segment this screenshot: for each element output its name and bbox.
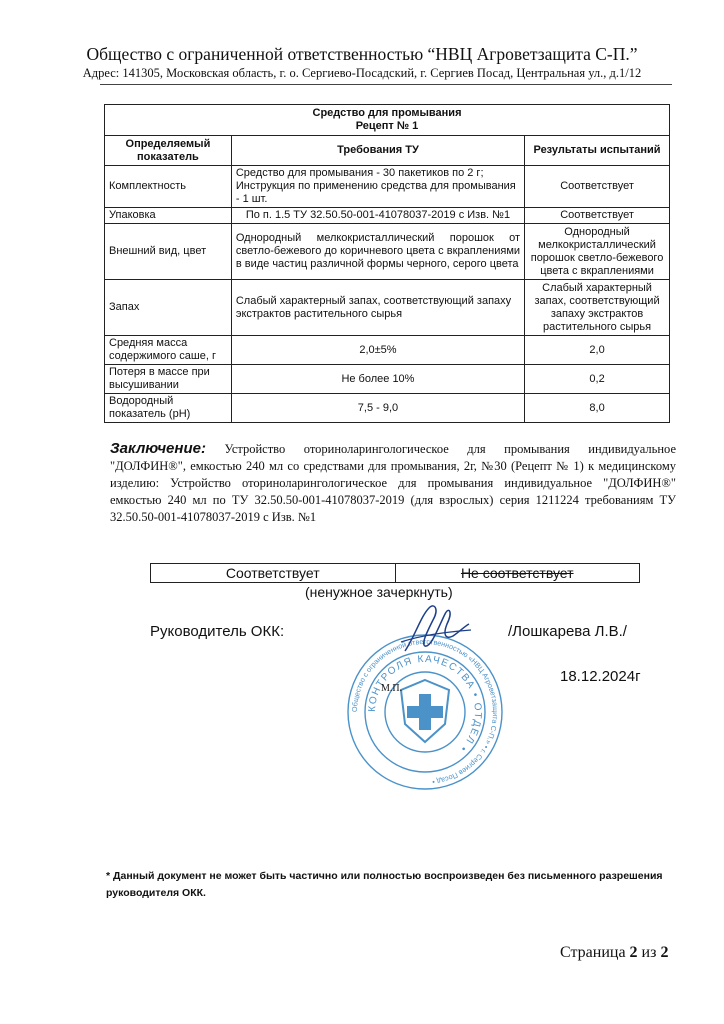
strike-note: (ненужное зачеркнуть) xyxy=(305,584,453,600)
organization-name: Общество с ограниченной ответственностью “НВЦ Агроветзащита С-П.” xyxy=(86,44,638,64)
row-indicator: Водородный показатель (pH) xyxy=(105,394,232,423)
row-requirement: Однородный мелкокристаллический порошок от светло-бежевого до коричневого цвета с вкраплениями в виде частиц различной формы черного, серого цвета xyxy=(231,224,524,280)
row-result: Соответствует xyxy=(525,208,670,224)
page-separator: из xyxy=(641,944,657,961)
row-requirement: По п. 1.5 ТУ 32.50.50-001-41078037-2019 с Изв. №1 xyxy=(231,208,524,224)
conclusion-text: Устройство оториноларингологическое для промывания индивидуальное "ДОЛФИН®", емкостью 240 мл со средствами для промывания, 2г, №30 (Рецепт № 1) к медицинскому изделию: Устройство оториноларингологическое для промывания индивидуальное "ДОЛФИН®" емкостью 240 мл по ТУ 32.50.50-001-41078037-2019 (для взрослых) серия 1211224 требованиям ТУ 32.50.50-001-41078037-2019 с Изв. №1 xyxy=(110,442,676,524)
table-title-row xyxy=(105,105,670,136)
table-row xyxy=(105,224,670,280)
header-indicator: Определяемый показатель xyxy=(105,136,232,166)
header-result: Результаты испытаний xyxy=(525,136,670,166)
stamp-place-label: М.П. xyxy=(381,683,403,694)
organization-address: Адрес: 141305, Московская область, г. о. Сергиево-Посадский, г. Сергиев Посад, Центральная ул., д.1/12 xyxy=(82,66,642,80)
row-indicator: Внешний вид, цвет xyxy=(105,224,232,280)
row-indicator: Упаковка xyxy=(105,208,232,224)
head-role: Руководитель ОКК: xyxy=(150,623,285,640)
table-row xyxy=(105,208,670,224)
row-indicator: Комплектность xyxy=(105,166,232,208)
row-indicator: Потеря в массе при высушивании xyxy=(105,365,232,394)
table-subtitle: Рецепт № 1 xyxy=(355,120,419,132)
page-current: 2 xyxy=(629,944,638,961)
page-total: 2 xyxy=(660,944,669,961)
row-requirement: Слабый характерный запах, соответствующий запаху экстрактов растительного сырья xyxy=(231,280,524,336)
row-result: Соответствует xyxy=(525,166,670,208)
row-requirement: 2,0±5% xyxy=(231,336,524,365)
verdict-option-conforms: Соответствует xyxy=(151,564,396,583)
footnote: * Данный документ не может быть частично или полностью воспроизведен без письменного разрешения руководителя ОКК. xyxy=(106,870,663,899)
row-requirement: Средство для промывания - 30 пакетиков по 2 г; Инструкция по применению средства для промывания - 1 шт. xyxy=(231,166,524,208)
table-row xyxy=(105,394,670,423)
specification-table xyxy=(104,104,670,423)
conclusion-label: Заключение: xyxy=(110,440,206,457)
row-result: 2,0 xyxy=(525,336,670,365)
page-label: Страница xyxy=(560,944,626,961)
stamp-inner-text: КОНТРОЛЯ КАЧЕСТВА • ОТДЕЛ • xyxy=(366,653,484,755)
header-divider xyxy=(100,84,672,85)
verdict-option-not-conforms: Не соответствует xyxy=(395,564,640,583)
row-result: 0,2 xyxy=(525,365,670,394)
row-requirement: 7,5 - 9,0 xyxy=(231,394,524,423)
table-title: Средство для промывания xyxy=(312,107,462,119)
stamp-ring-text: Общество с ограниченной ответственностью «НВЦ Агроветзащита С-П.» • г. Сергиев Посад • xyxy=(349,636,501,787)
page-number xyxy=(560,944,668,962)
table-row xyxy=(105,365,670,394)
sign-date: 18.12.2024г xyxy=(560,668,641,685)
row-indicator: Запах xyxy=(105,280,232,336)
row-result: Слабый характерный запах, соответствующий запаху экстрактов растительного сырья xyxy=(525,280,670,336)
signature xyxy=(395,596,475,666)
head-name: /Лошкарева Л.В./ xyxy=(508,623,627,640)
header-requirement: Требования ТУ xyxy=(231,136,524,166)
table-row xyxy=(105,336,670,365)
table-header-row xyxy=(105,136,670,166)
row-indicator: Средняя масса содержимого саше, г xyxy=(105,336,232,365)
table-row xyxy=(105,166,670,208)
verdict-table xyxy=(150,563,640,583)
row-requirement: Не более 10% xyxy=(231,365,524,394)
row-result: 8,0 xyxy=(525,394,670,423)
row-result: Однородный мелкокристаллический порошок светло-бежевого цвета с вкраплениями xyxy=(525,224,670,280)
table-row xyxy=(105,280,670,336)
conclusion xyxy=(110,440,676,526)
